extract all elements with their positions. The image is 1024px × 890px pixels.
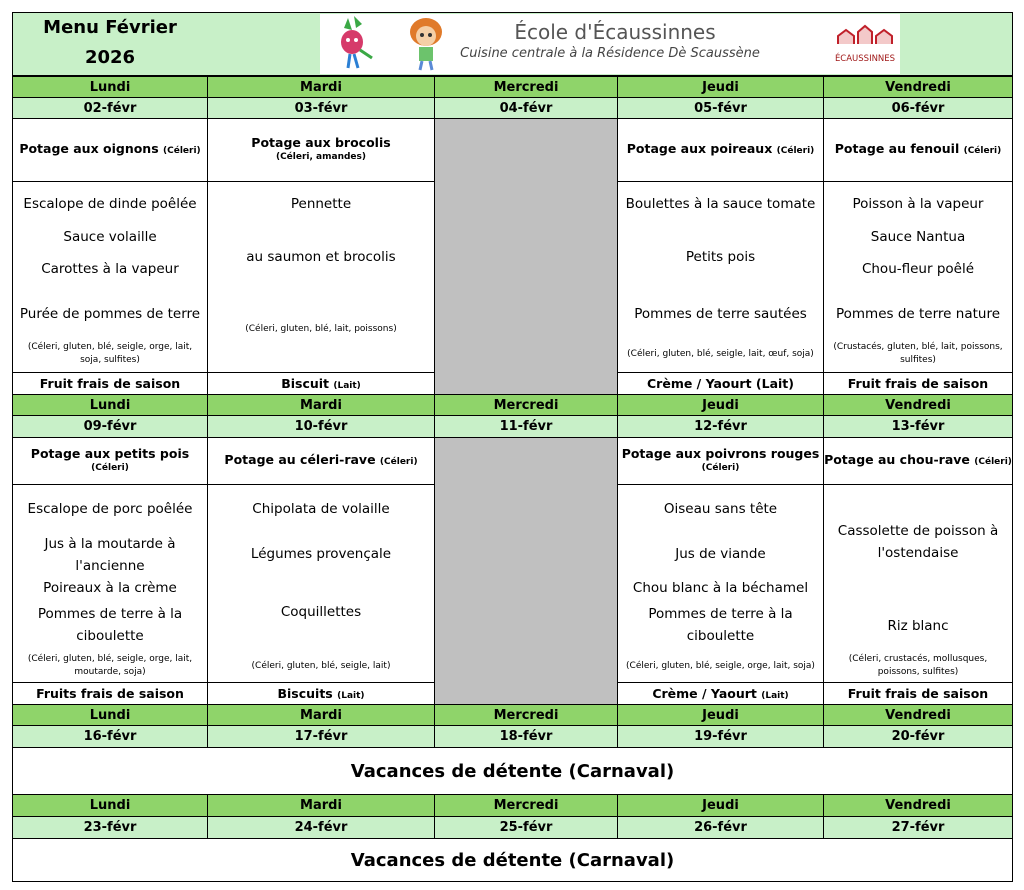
soup-cell: Potage aux petits pois (Céleri)	[12, 437, 208, 485]
town-logo-text: ÉCAUSSINNES	[834, 54, 896, 64]
holiday-banner: Vacances de détente (Carnaval)	[12, 838, 1013, 882]
day-header-lundi: Lundi	[12, 704, 208, 726]
soup-cell: Potage aux oignons (Céleri)	[12, 118, 208, 182]
date-cell: 25-févr	[434, 816, 618, 839]
date-cell: 17-févr	[207, 725, 435, 748]
date-cell: 05-févr	[617, 97, 824, 119]
soup-cell: Potage au céleri-rave (Céleri)	[207, 437, 435, 485]
date-cell: 04-févr	[434, 97, 618, 119]
day-header-vendredi: Vendredi	[823, 394, 1013, 416]
kitchen-name: Cuisine centrale à la Résidence Dè Scaussène	[460, 46, 760, 61]
dessert-cell: Biscuits (Lait)	[207, 682, 435, 705]
day-header-mardi: Mardi	[207, 76, 435, 98]
dessert-cell: Fruit frais de saison	[12, 372, 208, 395]
day-header-vendredi: Vendredi	[823, 794, 1013, 817]
date-cell: 27-févr	[823, 816, 1013, 839]
date-cell: 09-févr	[12, 415, 208, 438]
day-header-lundi: Lundi	[12, 794, 208, 817]
child-mascot-icon	[402, 14, 450, 72]
day-header-vendredi: Vendredi	[823, 704, 1013, 726]
day-header-mercredi: Mercredi	[434, 704, 618, 726]
date-cell: 03-févr	[207, 97, 435, 119]
dessert-cell: Fruits frais de saison	[12, 682, 208, 705]
dessert-cell: Fruit frais de saison	[823, 682, 1013, 705]
main-dish-cell: Boulettes à la sauce tomate Petits pois Pommes de terre sautées (Céleri, gluten, blé, seigle, lait, œuf, soja)	[617, 181, 824, 373]
day-header-lundi: Lundi	[12, 394, 208, 416]
radish-mascot-icon	[326, 14, 376, 72]
town-logo-icon	[832, 24, 898, 54]
date-cell: 06-févr	[823, 97, 1013, 119]
date-cell: 16-févr	[12, 725, 208, 748]
date-cell: 20-févr	[823, 725, 1013, 748]
date-cell: 26-févr	[617, 816, 824, 839]
main-dish-cell: Chipolata de volaille Légumes provençale Coquillettes (Céleri, gluten, blé, seigle, lait)	[207, 484, 435, 683]
dessert-cell: Crème / Yaourt (Lait)	[617, 682, 824, 705]
soup-cell: Potage au fenouil (Céleri)	[823, 118, 1013, 182]
date-cell: 18-févr	[434, 725, 618, 748]
day-header-jeudi: Jeudi	[617, 794, 824, 817]
day-header-mardi: Mardi	[207, 704, 435, 726]
menu-year: 2026	[84, 46, 136, 68]
day-header-mercredi: Mercredi	[434, 794, 618, 817]
day-header-mercredi: Mercredi	[434, 76, 618, 98]
menu-title: Menu Février	[43, 16, 177, 38]
day-header-vendredi: Vendredi	[823, 76, 1013, 98]
day-header-jeudi: Jeudi	[617, 76, 824, 98]
soup-cell: Potage aux poivrons rouges (Céleri)	[617, 437, 824, 485]
main-dish-cell: Escalope de dinde poêlée Sauce volaille Carottes à la vapeur Purée de pommes de terre (Céleri, gluten, blé, seigle, orge, lait, soja, sulfites)	[12, 181, 208, 373]
dessert-cell: Crème / Yaourt (Lait)	[617, 372, 824, 395]
soup-cell: Potage au chou-rave (Céleri)	[823, 437, 1013, 485]
day-header-mercredi: Mercredi	[434, 394, 618, 416]
day-header-mardi: Mardi	[207, 394, 435, 416]
dessert-cell: Fruit frais de saison	[823, 372, 1013, 395]
school-name: École d'Écaussinnes	[514, 20, 716, 44]
date-cell: 02-févr	[12, 97, 208, 119]
day-header-jeudi: Jeudi	[617, 704, 824, 726]
holiday-banner: Vacances de détente (Carnaval)	[12, 747, 1013, 795]
date-cell: 23-févr	[12, 816, 208, 839]
soup-cell: Potage aux brocolis (Céleri, amandes)	[207, 118, 435, 182]
day-header-jeudi: Jeudi	[617, 394, 824, 416]
main-dish-cell: Pennette au saumon et brocolis (Céleri, gluten, blé, lait, poissons)	[207, 181, 435, 373]
main-dish-cell: Escalope de porc poêlée Jus à la moutarde à l'ancienne Poireaux à la crème Pommes de terre à la ciboulette (Céleri, gluten, blé, seigle, orge, lait, moutarde, soja)	[12, 484, 208, 683]
no-service-wednesday	[434, 118, 618, 395]
main-dish-cell: Cassolette de poisson à l'ostendaise Riz blanc (Céleri, crustacés, mollusques, poissons, sulfites)	[823, 484, 1013, 683]
main-dish-cell: Oiseau sans tête Jus de viande Chou blanc à la béchamel Pommes de terre à la ciboulette (Céleri, gluten, blé, seigle, orge, lait, soja)	[617, 484, 824, 683]
date-cell: 11-févr	[434, 415, 618, 438]
date-cell: 24-févr	[207, 816, 435, 839]
date-cell: 10-févr	[207, 415, 435, 438]
soup-cell: Potage aux poireaux (Céleri)	[617, 118, 824, 182]
date-cell: 12-févr	[617, 415, 824, 438]
day-header-mardi: Mardi	[207, 794, 435, 817]
main-dish-cell: Poisson à la vapeur Sauce Nantua Chou-fleur poêlé Pommes de terre nature (Crustacés, gluten, blé, lait, poissons, sulfites)	[823, 181, 1013, 373]
day-header-lundi: Lundi	[12, 76, 208, 98]
date-cell: 13-févr	[823, 415, 1013, 438]
no-service-wednesday	[434, 437, 618, 705]
dessert-cell: Biscuit (Lait)	[207, 372, 435, 395]
date-cell: 19-févr	[617, 725, 824, 748]
